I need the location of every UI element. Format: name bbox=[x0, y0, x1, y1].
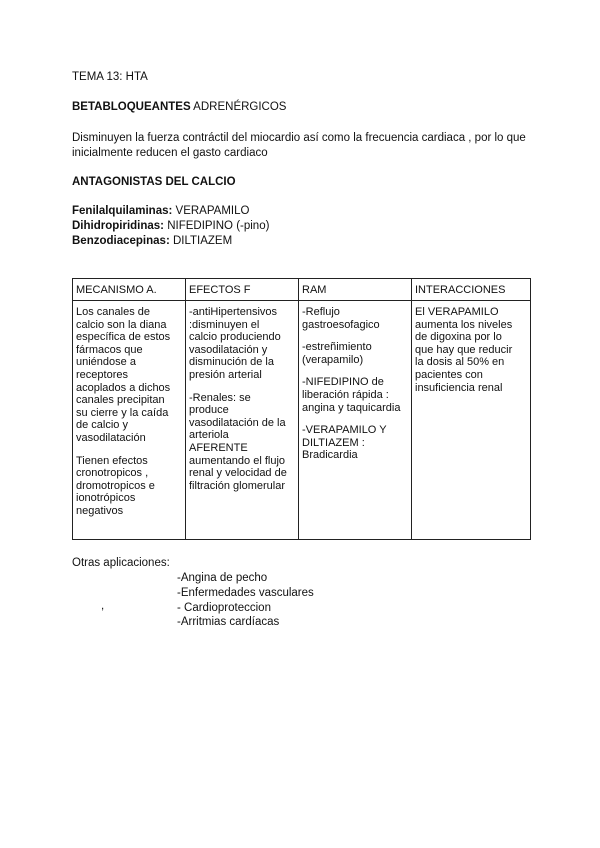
drug-info-table bbox=[72, 278, 531, 540]
cell-paragraph: -antiHipertensivos :disminuyen el calcio produciendo vasodilatación y disminución de la presión arterial bbox=[189, 306, 281, 381]
table-header-row bbox=[73, 279, 531, 301]
cell-paragraph: -estreñimiento (verapamilo) bbox=[302, 341, 372, 366]
cell-efectos bbox=[186, 301, 299, 540]
drug-label: Dihidropiridinas: bbox=[72, 220, 164, 232]
cell-paragraph: -NIFEDIPINO de liberación rápida : angina y taquicardia bbox=[302, 376, 401, 414]
header-cell-mecanismo bbox=[73, 279, 186, 301]
header-cell-efectos bbox=[186, 279, 299, 301]
section-heading-rest: ADRENÉRGICOS bbox=[190, 101, 287, 113]
drug-value: NIFEDIPINO (-pino) bbox=[164, 220, 270, 232]
drug-line-benzodiacepinas bbox=[72, 235, 232, 247]
drug-label: Benzodiacepinas: bbox=[72, 235, 170, 247]
header-label: EFECTOS F bbox=[189, 284, 251, 296]
section-heading-antagonistas: ANTAGONISTAS DEL CALCIO bbox=[72, 176, 236, 188]
drug-line-dihidropiridinas bbox=[72, 220, 269, 232]
cell-paragraph: -Reflujo gastroesofagico bbox=[302, 306, 380, 331]
paragraph-line-2: inicialmente reducen el gasto cardiaco bbox=[72, 147, 268, 159]
header-label: RAM bbox=[302, 284, 327, 296]
cell-paragraph: El VERAPAMILO aumenta los niveles de digoxina por lo que hay que reducir la dosis al 50% en pacientes con insuficiencia renal bbox=[415, 306, 513, 394]
header-label: MECANISMO A. bbox=[76, 284, 157, 296]
drug-label: Fenilalquilaminas: bbox=[72, 205, 173, 217]
paragraph-line-1: Disminuyen la fuerza contráctil del miocardio así como la frecuencia cardiaca , por lo que bbox=[72, 132, 526, 144]
cell-paragraph: Los canales de calcio son la diana específica de estos fármacos que uniéndose a receptores acoplados a dichos canales precipitan su cierre y la caída de calcio y vasodilatación bbox=[76, 306, 171, 444]
otras-item: - Cardioproteccion bbox=[177, 602, 271, 614]
header-label: INTERACCIONES bbox=[415, 284, 506, 296]
drug-value: VERAPAMILO bbox=[172, 205, 250, 217]
otras-item: -Angina de pecho bbox=[177, 572, 268, 584]
cell-paragraph: Tienen efectos cronotropicos , dromotropicos e ionotrópicos negativos bbox=[76, 454, 155, 517]
table-row bbox=[73, 301, 531, 540]
otras-item: -Arritmias cardíacas bbox=[177, 616, 280, 628]
otras-item: -Enfermedades vasculares bbox=[177, 587, 314, 599]
cell-paragraph: -VERAPAMILO Y DILTIAZEM : Bradicardia bbox=[302, 424, 387, 462]
cell-interacciones bbox=[412, 301, 531, 540]
section-heading-bold: BETABLOQUEANTES bbox=[72, 101, 191, 113]
cell-ram bbox=[299, 301, 412, 540]
section-heading-betabloqueantes bbox=[72, 101, 286, 113]
page-title: TEMA 13: HTA bbox=[72, 71, 148, 83]
cell-paragraph: -Renales: se produce vasodilatación de la arteriola AFERENTE aumentando el flujo renal y velocidad de filtración glomerular bbox=[189, 391, 287, 492]
stray-comma: , bbox=[101, 600, 105, 612]
header-cell-interacciones bbox=[412, 279, 531, 301]
cell-mecanismo bbox=[73, 301, 186, 540]
otras-heading: Otras aplicaciones: bbox=[72, 557, 170, 569]
drug-value: DILTIAZEM bbox=[169, 235, 233, 247]
drug-line-fenilalquilaminas bbox=[72, 205, 249, 217]
header-cell-ram bbox=[299, 279, 412, 301]
